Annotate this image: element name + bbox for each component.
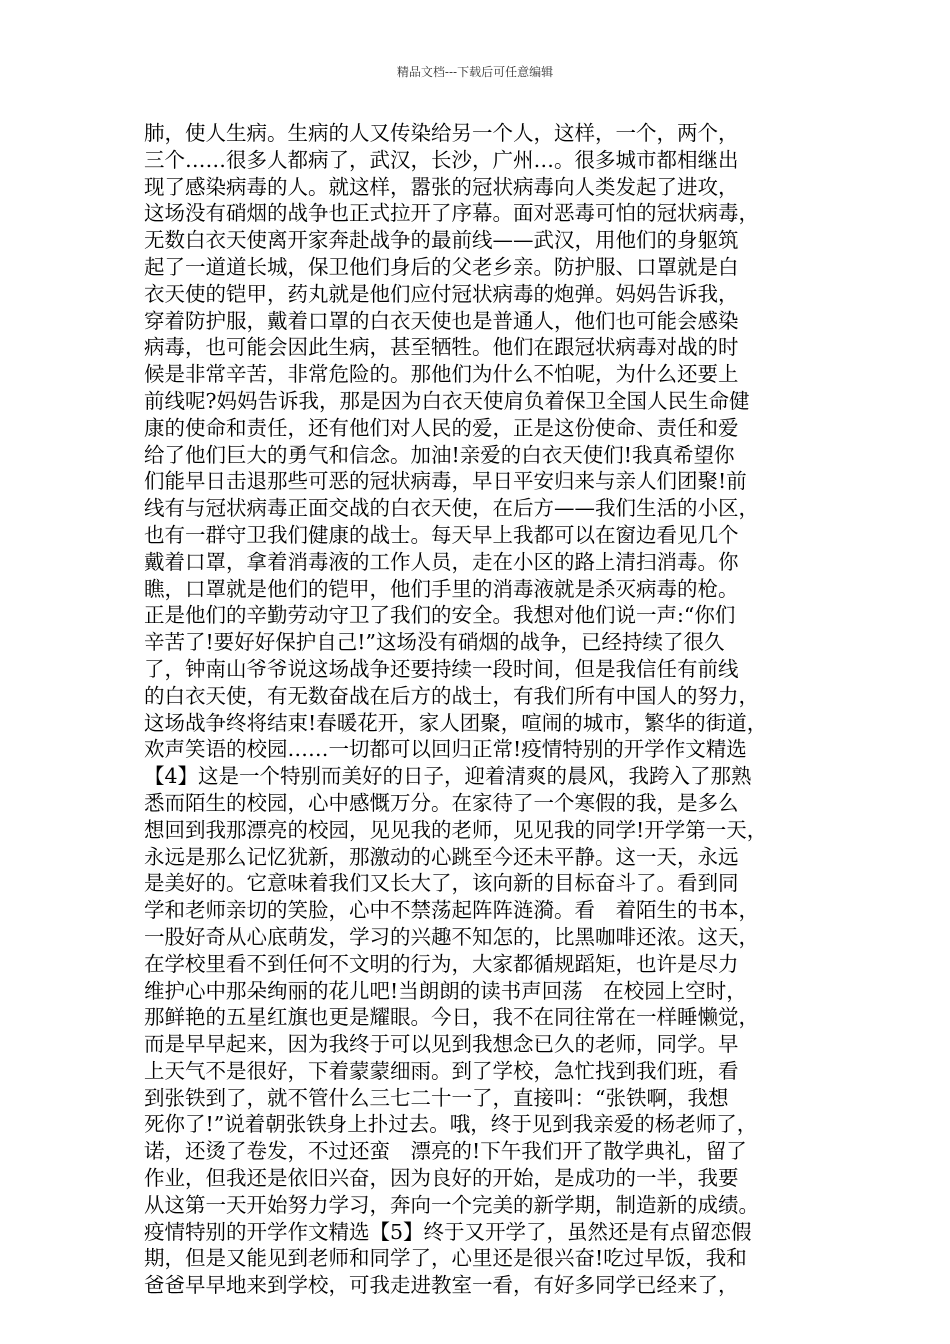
text-line: 爸爸早早地来到学校，可我走进教室一看，有好多同学已经来了， [144,1273,739,1298]
body-text [144,120,824,1299]
text-line: 现了感染病毒的人。就这样，嚣张的冠状病毒向人类发起了进攻， [144,174,739,199]
text-line: 无数白衣天使离开家奔赴战争的最前线——武汉，用他们的身躯筑 [144,228,739,253]
text-line: 给了他们巨大的勇气和信念。加油!亲爱的白衣天使们!我真希望你 [144,442,735,467]
text-line: 起了一道道长城，保卫他们身后的父老乡亲。防护服、口罩就是白 [144,254,739,279]
text-line: 前线呢?妈妈告诉我，那是因为白衣天使肩负着保卫全国人民生命健 [144,388,750,413]
page-header: 精品文档---下载后可任意编辑 [396,65,554,79]
text-line: 到张铁到了，就不管什么三七二十一了，直接叫：“张铁啊，我想 [144,1085,729,1110]
text-line: 死你了!”说着朝张铁身上扑过去。哦，终于见到我亲爱的杨老师了， [144,1112,758,1137]
text-line: 肺，使人生病。生病的人又传染给另一个人，这样，一个，两个， [144,121,739,145]
text-line: 欢声笑语的校园……一切都可以回归正常!疫情特别的开学作文精选 [144,737,747,762]
text-line: 疫情特别的开学作文精选【5】终于又开学了，虽然还是有点留恋假 [144,1219,752,1244]
text-line: 正是他们的辛勤劳动守卫了我们的安全。我想对他们说一声:“你们 [144,603,736,628]
text-line: 一股好奇从心底萌发，学习的兴趣不知怎的，比黑咖啡还浓。这天， [144,924,759,949]
text-line: 永远是那么记忆犹新，那激动的心跳至今还未平静。这一天，永远 [144,844,739,869]
text-line: 康的使命和责任，还有他们对人民的爱，正是这份使命、责任和爱 [144,415,739,440]
text-line: 这场没有硝烟的战争也正式拉开了序幕。面对恶毒可怕的冠状病毒， [144,201,759,226]
text-line: 病毒，也可能会因此生病，甚至牺牲。他们在跟冠状病毒对战的时 [144,335,739,360]
text-line: 想回到我那漂亮的校园，见见我的老师，见见我的同学!开学第一天， [144,817,768,842]
text-line: 了，钟南山爷爷说这场战争还要持续一段时间，但是我信任有前线 [144,656,739,681]
text-line: 们能早日击退那些可恶的冠状病毒，早日平安归来与亲人们团聚!前 [144,469,747,494]
text-line: 衣天使的铠甲，药丸就是他们应付冠状病毒的炮弹。妈妈告诉我， [144,281,739,306]
text-line: 从这第一天开始努力学习，奔向一个完美的新学期，制造新的成绩。 [144,1192,759,1217]
text-line: 辛苦了!要好好保护自己!”这场没有硝烟的战争，已经持续了很久 [144,630,725,655]
text-line: 期，但是又能见到老师和同学了，心里还是很兴奋!吃过早饭，我和 [144,1246,747,1271]
text-line: 候是非常辛苦，非常危险的。那他们为什么不怕呢，为什么还要上 [144,362,739,387]
text-line: 这场战争终将结束!春暖花开，家人团聚，喧闹的城市，繁华的街道， [144,710,768,735]
text-line: 也有一群守卫我们健康的战士。每天早上我都可以在窗边看见几个 [144,522,739,547]
text-line: 穿着防护服，戴着口罩的白衣天使也是普通人，他们也可能会感染 [144,308,739,333]
text-line: 在学校里看不到任何不文明的行为，大家都循规蹈矩，也许是尽力 [144,951,739,976]
text-line: 是美好的。它意味着我们又长大了，该向新的目标奋斗了。看到同 [144,871,739,896]
text-line: 上天气不是很好，下着蒙蒙细雨。到了学校，急忙找到我们班，看 [144,1058,739,1083]
text-line: 而是早早起来，因为我终于可以见到我想念已久的老师，同学。早 [144,1032,739,1057]
text-line: 线有与冠状病毒正面交战的白衣天使，在后方——我们生活的小区， [144,496,759,521]
text-line: 的白衣天使，有无数奋战在后方的战士，有我们所有中国人的努力， [144,683,759,708]
text-line: 维护心中那朵绚丽的花儿吧!当朗朗的读书声回荡 在校园上空时， [144,978,747,1003]
text-line: 悉而陌生的校园，心中感慨万分。在家待了一个寒假的我，是多么 [144,790,739,815]
text-line: 戴着口罩，拿着消毒液的工作人员，走在小区的路上清扫消毒。你 [144,549,739,574]
text-line: 那鲜艳的五星红旗也更是耀眼。今日，我不在同往常在一样睡懒觉， [144,1005,759,1030]
text-line: 学和老师亲切的笑脸，心中不禁荡起阵阵涟漪。看 着陌生的书本， [144,898,759,923]
text-line: 瞧，口罩就是他们的铠甲，他们手里的消毒液就是杀灭病毒的枪。 [144,576,739,601]
text-line: 【4】这是一个特别而美好的日子，迎着清爽的晨风，我跨入了那熟 [144,764,752,789]
text-line: 三个……很多人都病了，武汉，长沙，广州…。很多城市都相继出 [144,147,739,172]
text-line: 诺，还烫了卷发，不过还蛮 漂亮的!下午我们开了散学典礼，留了 [144,1139,747,1164]
text-line: 作业，但我还是依旧兴奋，因为良好的开始，是成功的一半，我要 [144,1166,739,1191]
